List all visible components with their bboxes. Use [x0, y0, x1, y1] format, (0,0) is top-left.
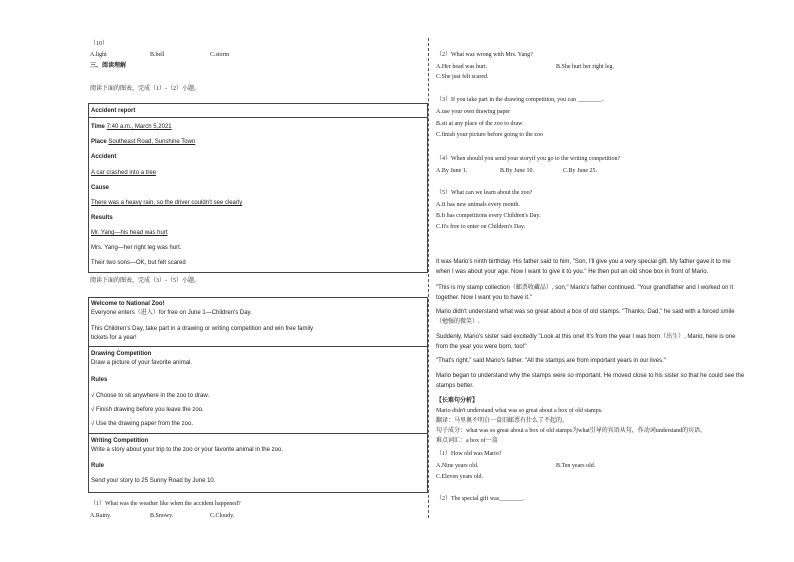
story-line: Mario began to understand why the stamps were so important. He moved close to his sister so that he could see the [436, 373, 745, 379]
writing-rule: Send your story to 25 Sunny Road by June 10. [91, 478, 216, 484]
report-result-3: Their two sons—OK, but felt scared [91, 260, 186, 266]
analysis-structure: 句子成分：what was so great about a box of old stamps为what引导的宾语从句，作动词understand的宾语。 [436, 428, 707, 434]
story-line: from the year you were born, too!" [436, 344, 527, 350]
report-result-1: Mr. Yang—his head was hurt [91, 230, 168, 236]
q5-option-a: A.It has new animals every month. [436, 202, 520, 208]
story-line: when I was about your age. Now I want to give it to you." He then put an old shoe box in front of Mario. [436, 269, 709, 275]
story-line: "That's right," said Mario's father. "All the stamps are from important years in our lives." [436, 358, 666, 364]
rule-1: √ Choose to sit anywhere in the zoo to draw. [91, 393, 210, 399]
story-line: together. Now I want you to have it." [436, 295, 532, 301]
q4-option-b: B.By June 10. [500, 168, 535, 174]
q2-option-a: A.Her head was hurt. [436, 64, 488, 70]
q10-option-c: C.storm [210, 52, 230, 58]
q10-number: （10） [90, 41, 109, 47]
zoo-title: Welcome to National Zoo! [91, 301, 165, 307]
question-1: （1）What was the weather like when the accident happened? [90, 501, 241, 507]
report-results-label: Results [91, 215, 113, 221]
report-cause-value: There was a heavy rain, so the driver couldn't see clearly [91, 200, 243, 206]
analysis-sentence: Mario didn't understand what was so great about a box of old stamps. [436, 408, 603, 414]
story-line: Mario didn't understand what was so great about a box of old stamps. "Thanks, Dad," he said with a forced smile [436, 309, 735, 315]
story-question-1: （1）How old was Mario? [436, 451, 502, 457]
q4-option-c: C.By June 25. [563, 168, 598, 174]
q3-option-b: B.sit at any place of the zoo to draw [436, 121, 523, 127]
q2-option-c: C.She just felt scared. [436, 74, 489, 80]
q10-option-a: A.light [90, 52, 107, 58]
story-line: stamps better. [436, 383, 474, 389]
zoo-line-2b: tickets for a year! [91, 335, 137, 341]
rule-3: √ Use the drawing paper from the zoo. [91, 421, 194, 427]
drawing-desc: Draw a picture of your favorite animal. [91, 360, 193, 366]
rule-2: √ Finish drawing before you leave the zoo. [91, 407, 204, 413]
q4-option-a: A.By June 1. [436, 168, 468, 174]
report-result-2: Mrs. Yang—her right leg was hurt. [91, 245, 182, 251]
analysis-vocab: 难点词汇：a box of一盒 [436, 438, 498, 444]
report-accident-value: A car crashed into a tree [91, 170, 157, 176]
q3-option-a: A.use your own drawing paper [436, 109, 511, 115]
question-2: （2）What was wrong with Mrs. Yang? [436, 52, 533, 58]
instruction-1: 阅读下面的图表，完成（1）-（2）小题。 [90, 86, 200, 92]
zoo-line-1: Everyone enters（进入）for free on June 1—Children's Day. [91, 310, 252, 316]
writing-title: Writing Competition [91, 438, 149, 444]
writing-desc: Write a story about your trip to the zoo or your favorite animal in the zoo. [91, 447, 283, 453]
q1-option-c: C.Cloudy. [210, 513, 235, 519]
analysis-title: 【长难句分析】 [436, 398, 479, 404]
sq1-option-a: A.Nine years old. [436, 463, 479, 469]
drawing-title: Drawing Competition [91, 351, 152, 357]
report-place: Place Southeast Road, Sunshine Town [91, 139, 196, 145]
story-line: "This is my stamp collection（邮票收藏品）, son," Mario's father continued. "Your grandfather and I worked on it [436, 285, 734, 291]
q1-option-a: A.Rainy. [90, 513, 112, 519]
question-5: （5）What can we learn about the zoo? [436, 190, 533, 196]
instruction-2: 阅读下面的图表，完成（3）-（5）小题。 [90, 278, 200, 284]
sq1-option-c: C.Eleven years old. [436, 474, 483, 480]
report-cause-label: Cause [91, 185, 110, 191]
analysis-translation: 翻译：马里奥不明白一盒旧邮票有什么了不起的。 [436, 418, 569, 424]
section-title: 三、阅读理解 [90, 63, 127, 69]
rules-label: Rules [91, 377, 108, 383]
report-title: Accident report [91, 108, 136, 114]
rule-label: Rule [91, 463, 105, 469]
q2-option-b: B.She hurt her right leg. [556, 64, 614, 70]
question-3: （3）If you take part in the drawing competition, you can ________. [436, 97, 603, 103]
question-4: （4）When should you send your storyif you go to the writing competition? [436, 156, 621, 162]
story-line: It was Mario's ninth birthday. His father said to him, "Son, I'll give you a very special gift. My father gave it to me [436, 259, 731, 265]
q5-option-b: B.It has competitions every Children's Day. [436, 213, 541, 219]
story-line: Suddenly, Mario's sister said excitedly "Look at this one! It's from the year I was born（出生）, Mario, here is one [436, 334, 736, 340]
story-question-2: （2）The special gift was________. [436, 496, 525, 502]
q3-option-c: C.finish your picture before going to the zoo [436, 132, 543, 138]
q5-option-c: C.It's free to enter on Children's Day. [436, 224, 526, 230]
q10-option-b: B.bell [150, 52, 165, 58]
sq1-option-b: B.Ten years old. [556, 463, 596, 469]
zoo-line-2a: This Children's Day, take part in a drawing or writing competition and win free family [91, 326, 314, 332]
report-time: Time 7:40 a.m., March 5,2021 [91, 124, 172, 130]
column-divider [428, 38, 429, 518]
report-accident-label: Accident [91, 154, 117, 160]
story-line: （勉强的微笑）. [436, 319, 480, 325]
q1-option-b: B.Snowy. [150, 513, 174, 519]
